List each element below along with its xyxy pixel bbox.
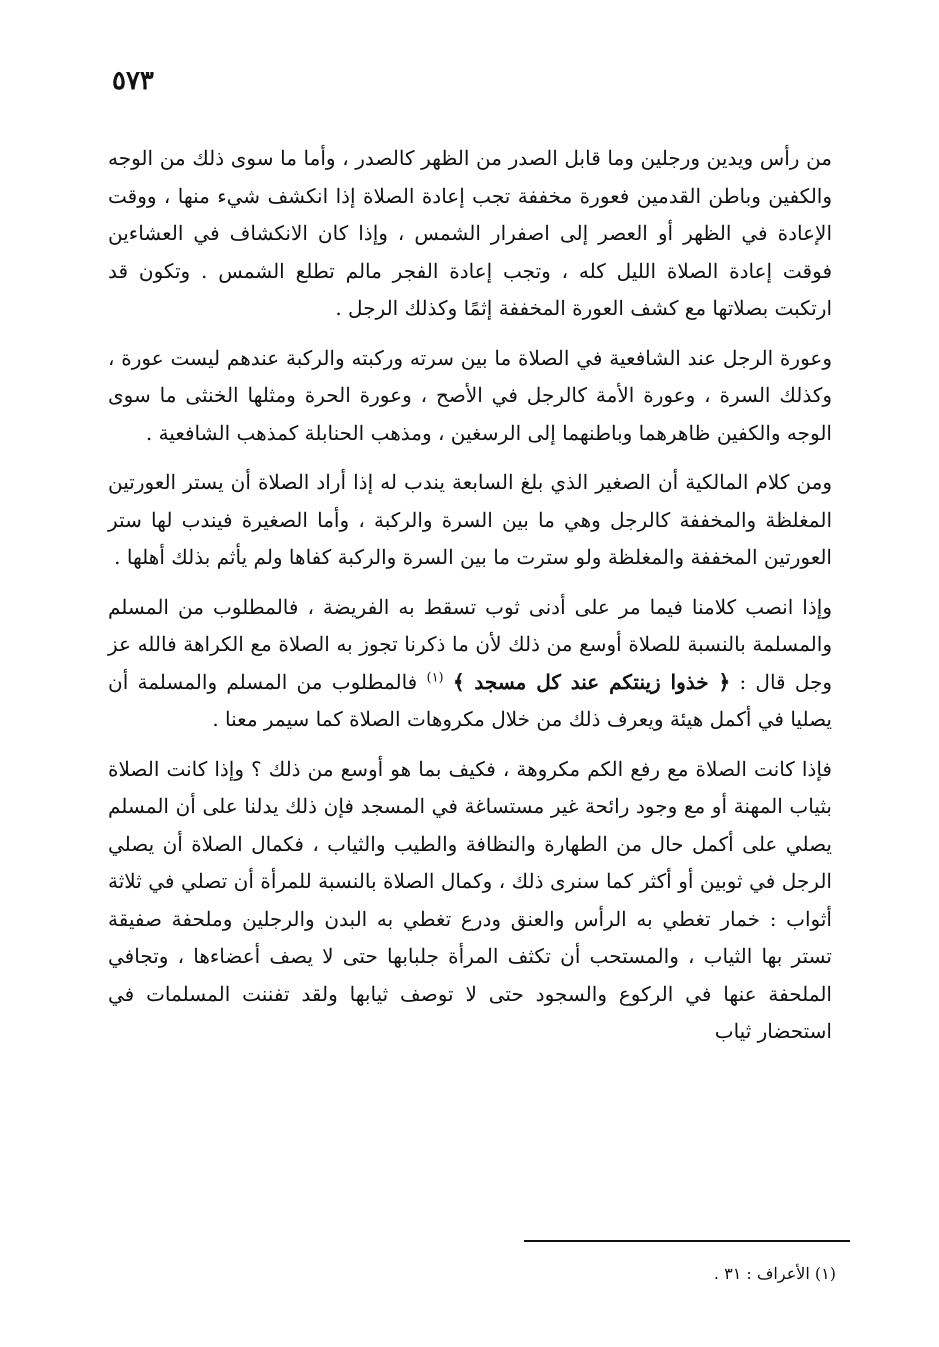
footnote-reference: (١)	[426, 669, 444, 685]
body-text	[108, 140, 832, 1063]
paragraph-3: ومن كلام المالكية أن الصغير الذي بلغ السابعة يندب له إذا أراد الصلاة أن يستر العورتين المغلظة والمخففة كالرجل وهي ما بين السرة والركبة ، وأما الصغيرة فيندب لها ستر العورتين المخففة والمغلظة ولو سترت ما بين السرة والركبة كفاها ولم يأثم بذلك أهلها .	[108, 470, 832, 569]
footnote: (١) الأعراف : ٣١ .	[713, 1264, 836, 1283]
paragraph-2: وعورة الرجل عند الشافعية في الصلاة ما بين سرته وركبته والركبة عندهم ليست عورة ، وكذلك السرة ، وعورة الأمة كالرجل في الأصح ، وعورة الحرة ومثلها الخنثى ما سوى الوجه والكفين ظاهرهما وباطنهما إلى الرسغين ، ومذهب الحنابلة كمذهب الشافعية .	[108, 345, 832, 445]
quran-quote: ﴿ خذوا زينتكم عند كل مسجد ﴾	[452, 669, 731, 694]
footnote-divider	[524, 1240, 850, 1242]
paragraph-1: من رأس ويدين ورجلين وما قابل الصدر من الظهر كالصدر ، وأما ما سوى ذلك من الوجه والكفين وباطن القدمين فعورة مخففة تجب إعادة الصلاة إذا انكشف شيء منها ، ووقت الإعادة في الظهر أو العصر إلى اصفرار الشمس ، وإذا كان الانكشاف في العشاءين فوقت إعادة الصلاة الليل كله ، وتجب إعادة الفجر مالم تطلع الشمس . وتكون قد ارتكبت بصلاتها مع كشف العورة المخففة إثمًا وكذلك الرجل .	[108, 146, 832, 320]
paragraph-5: فإذا كانت الصلاة مع رفع الكم مكروهة ، فكيف بما هو أوسع من ذلك ؟ وإذا كانت الصلاة بثياب المهنة أو مع وجود رائحة غير مستساغة في المسجد فإن ذلك يدلنا على أن المسلم يصلي على أكمل حال من الطهارة والنظافة والطيب والثياب ، فكمال الصلاة أن يصلي الرجل في ثوبين أو أكثر كما سنرى ذلك ، وكمال الصلاة بالنسبة للمرأة أن تصلي في ثلاثة أثواب : خمار تغطي به الرأس والعنق ودرع تغطي به البدن والرجلين وملحفة صفيقة تستر بها الثياب ، والمستحب أن تكثف المرأة جلبابها حتى لا يصف أعضاءها ، وتجافي الملحفة عنها في الركوع والسجود حتى لا توصف ثيابها ولقد تفننت المسلمات في استحضار ثياب	[108, 756, 832, 1043]
paragraph-4-after-quote: فالمطلوب من المسلم والمسلمة أن يصليا في أكمل هيئة ويعرف ذلك من خلال مكروهات الصلاة كما سيمر معنا .	[108, 669, 832, 731]
paragraph-4-before-quote: وإذا انصب كلامنا فيما مر على أدنى ثوب تسقط به الفريضة ، فالمطلوب من المسلم والمسلمة بالنسبة للصلاة أوسع من ذلك لأن ما ذكرنا تجوز به الصلاة مع الكراهة فالله عز وجل قال :	[108, 594, 833, 694]
page-number: ٥٧٣	[112, 66, 154, 96]
paragraph-4	[108, 589, 832, 739]
